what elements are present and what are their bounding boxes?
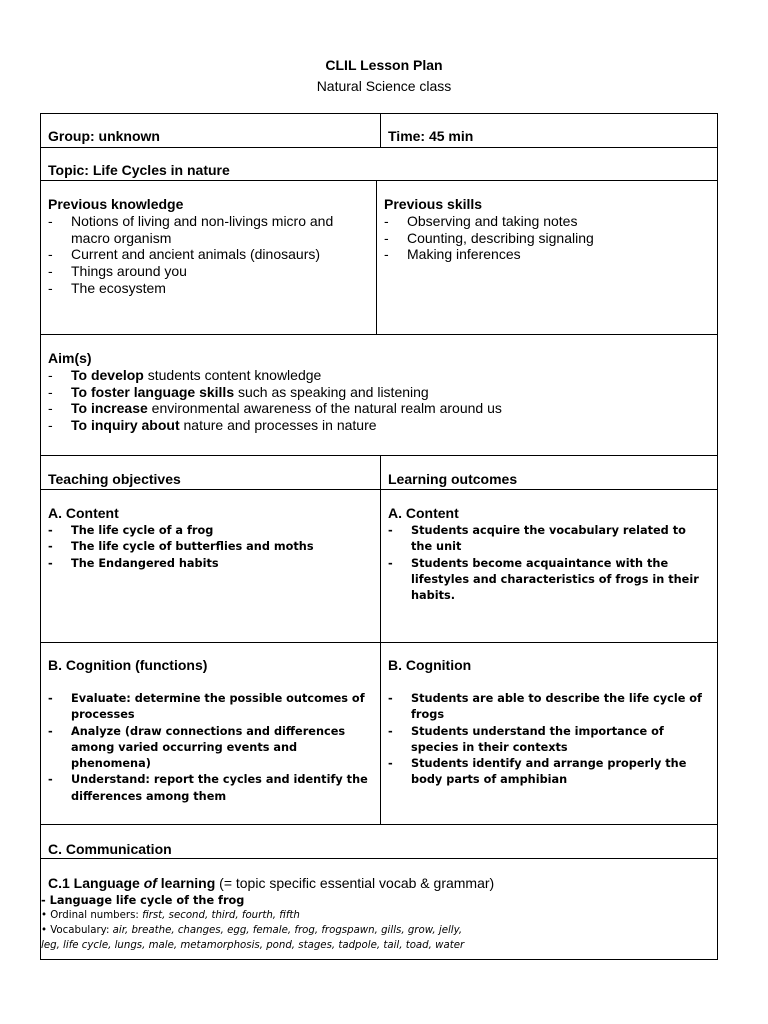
row-divider [40,455,718,456]
list-item: - Analyze (draw connections and differences among varied occurring events and phenomena) [48,724,374,773]
previous-knowledge-cell [48,196,370,297]
communication-heading: C. Communication [48,841,172,857]
teaching-objectives-heading: Teaching objectives [48,471,181,487]
list-item: - Current and ancient animals (dinosaurs) [48,246,370,263]
content-list-left [48,523,374,572]
column-divider [376,180,377,334]
cognition-list-left [48,691,374,805]
aim-item: - To increase environmental awareness of the natural realm around us [48,400,712,417]
content-heading-right: A. Content [388,505,459,521]
list-item: - Observing and taking notes [384,213,712,230]
previous-skills-cell [384,196,712,263]
cognition-heading-right: B. Cognition [388,657,472,673]
cognition-heading-left: B. Cognition (functions) [48,657,208,673]
language-life-cycle-heading: - Language life cycle of the frog [41,894,245,907]
list-item: - The Endangered habits [48,556,374,572]
vocabulary-line: • Vocabulary: air, breathe, changes, egg, female, frog, frogspawn, gills, grow, jelly, [41,925,463,936]
topic-cell: Topic: Life Cycles in nature [48,162,230,178]
list-item: - Understand: report the cycles and identify the differences among them [48,772,374,805]
row-divider [40,858,718,859]
aims-heading: Aim(s) [48,350,92,366]
row-divider [40,147,718,148]
aim-item: - To inquiry about nature and processes in nature [48,417,712,434]
row-divider [40,642,718,643]
list-item: - Notions of living and non-livings micro and macro organism [48,213,370,247]
document-title: CLIL Lesson Plan [325,57,443,73]
list-item: - Things around you [48,263,370,280]
list-item: - Students are able to describe the life cycle of frogs [388,691,710,724]
row-divider [40,334,718,335]
language-of-learning-line: C.1 Language of learning (= topic specific essential vocab & grammar) [48,875,495,891]
list-item: - Students become acquaintance with the lifestyles and characteristics of frogs in their habits. [388,556,710,605]
list-item: - The ecosystem [48,280,370,297]
group-cell: Group: unknown [48,128,160,144]
list-item: - Students acquire the vocabulary related to the unit [388,523,710,556]
list-item: - Students identify and arrange properly the body parts of amphibian [388,756,710,789]
previous-skills-heading: Previous skills [384,196,483,212]
list-item: - Students understand the importance of species in their contexts [388,724,710,757]
learning-outcomes-heading: Learning outcomes [388,471,518,487]
previous-knowledge-heading: Previous knowledge [48,196,184,212]
document-subtitle: Natural Science class [316,78,452,94]
aim-item: - To develop students content knowledge [48,367,712,384]
row-divider [40,824,718,825]
column-divider [380,455,381,824]
list-item: - The life cycle of butterflies and moths [48,539,374,555]
column-divider [380,113,381,147]
list-item: - The life cycle of a frog [48,523,374,539]
row-divider [40,489,718,490]
content-heading-left: A. Content [48,505,119,521]
time-cell: Time: 45 min [388,128,474,144]
aims-cell [48,350,712,434]
list-item: - Evaluate: determine the possible outcomes of processes [48,691,374,724]
list-item: - Making inferences [384,246,712,263]
vocabulary-line-continued: leg, life cycle, lungs, male, metamorphosis, pond, stages, tadpole, tail, toad, water [41,940,465,951]
row-divider [40,180,718,181]
vocabulary-block [41,893,717,953]
aim-item: - To foster language skills such as speaking and listening [48,384,712,401]
ordinal-numbers-line: • Ordinal numbers: first, second, third, fourth, fifth [41,910,300,921]
list-item: - Counting, describing signaling [384,230,712,247]
content-list-right [388,523,710,604]
cognition-list-right [388,691,710,789]
